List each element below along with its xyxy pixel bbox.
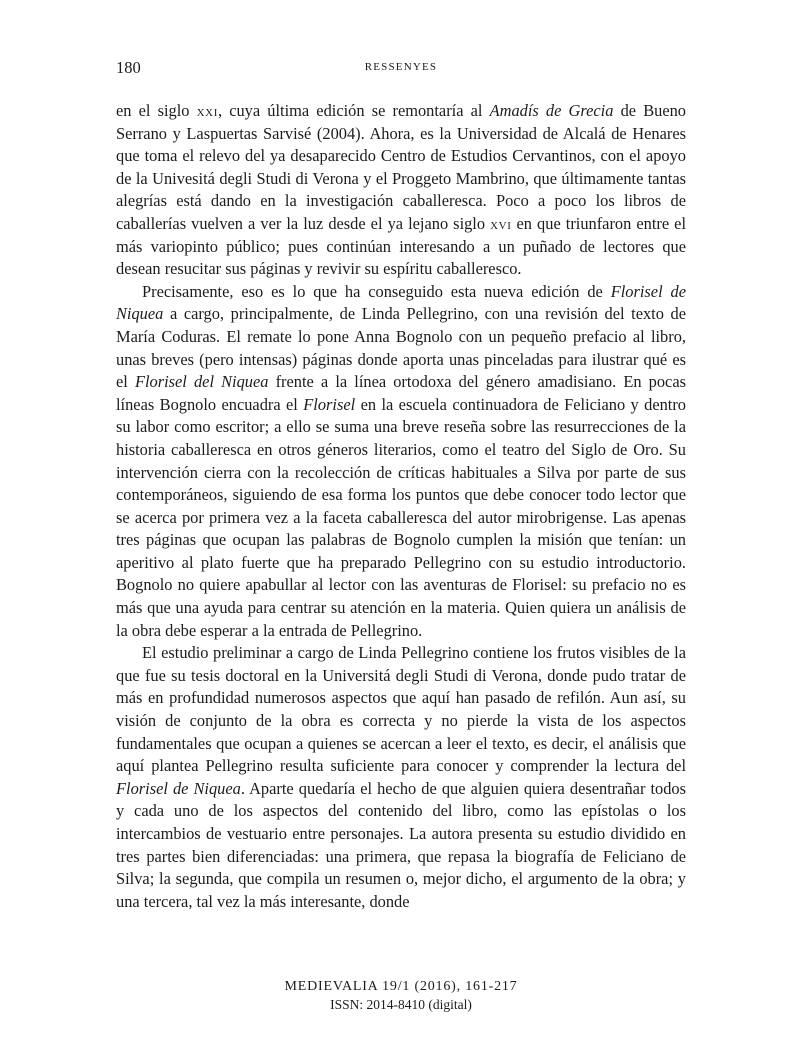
text-run: Precisamente, eso es lo que ha conseguido esta nueva edición de bbox=[142, 281, 611, 301]
text-run: . Aparte quedaría el hecho de que alguien quiera desentrañar todos y cada uno de los aspectos del contenido del libro, como las epístolas o los intercambios de vestuario entre personajes. La autora presenta su estudio dividido en tres partes bien diferenciadas: una primera, que repasa la biografía de Feliciano de Silva; la segunda, que compila un resumen o, mejor dicho, el argumento de la obra; y una tercera, tal vez la más interesante, donde bbox=[116, 778, 686, 911]
text-run: de Bueno Serrano y Laspuertas Sarvisé (2004). Ahora, es la Universidad de Alcalá de Henares que toma el relevo del ya desaparecido Centro de Estudios Cervantinos, con el apoyo de la Univesitá degli Studi di Verona y el Proggeto Mambrino, que últimamente tantas alegrías está dando en la investigación caballeresca. Poco a poco los libros de caballerías vuelven a ver la luz desde el ya lejano siglo bbox=[116, 101, 686, 233]
page-header bbox=[116, 58, 686, 80]
article-body bbox=[116, 100, 686, 913]
text-run: frente a la línea ortodoxa del género amadisiano. En pocas líneas Bognolo encuadra el bbox=[116, 372, 686, 414]
text-run: en el siglo bbox=[116, 101, 197, 120]
italic-title: Florisel de Niquea bbox=[116, 281, 686, 324]
journal-citation: MEDIEVALIA 19/1 (2016), 161-217 bbox=[284, 979, 518, 994]
page-number: 180 bbox=[116, 58, 141, 77]
italic-title: Amadís de Grecia bbox=[489, 101, 614, 120]
text-run: , cuya última edición se remontaría al bbox=[217, 101, 490, 120]
text-run: en la escuela continuadora de Feliciano y dentro su labor como escritor; a ello se suma una breve reseña sobre las resurrecciones de la historia caballeresca en otros géneros literarios, como el teatro del Siglo de Oro. Su intervención cierra con la recolección de críticas habituales a Silva por parte de sus contemporáneos, siguiendo de esa forma los puntos que debe conocer todo lector que se acerca por primera vez a la faceta caballeresca del autor mirobrigense. Las apenas tres páginas que ocupan las palabras de Bognolo cumplen la misión que tenían: un aperitivo al plato fuerte que ha preparado Pellegrino con su estudio introductorio. Bognolo no quiere apabullar al lector con las aventuras de Florisel: su prefacio no es más que una ayuda para centrar su atención en la materia. Quien quiera un análisis de la obra debe esperar a la entrada de Pellegrino. bbox=[116, 394, 687, 640]
running-head: RESSENYES bbox=[364, 61, 438, 73]
italic-title: Florisel bbox=[303, 394, 356, 414]
body-paragraph bbox=[116, 642, 686, 913]
italic-title: Florisel de Niquea bbox=[116, 778, 241, 798]
text-run: a cargo, principalmente, de Linda Pellegrino, con una revisión del texto de María Coduras. El remate lo pone Anna Bognolo con un pequeño prefacio al libro, unas breves (pero intensas) páginas donde aporta unas pinceladas para ilustrar qué es el bbox=[116, 304, 686, 392]
text-run: en que triunfaron entre el más variopinto público; pues continúan interesando a un puñado de lectores que desean resucitar sus páginas y revivir su espíritu caballeresco. bbox=[116, 213, 686, 279]
small-caps-numeral: xxi bbox=[196, 101, 218, 120]
small-caps-numeral: xvi bbox=[490, 213, 512, 233]
italic-title: Florisel del Niquea bbox=[134, 372, 269, 392]
body-paragraph bbox=[116, 281, 686, 643]
issn-line: ISSN: 2014-8410 (digital) bbox=[330, 997, 472, 1012]
text-run: El estudio preliminar a cargo de Linda Pellegrino contiene los frutos visibles de la que fue su tesis doctoral en la Universitá degli Studi di Verona, donde pudo tratar de más en profundidad numerosos aspectos que aquí han pasado de refilón. Aun así, su visión de conjunto de la obra es correcta y no pierde la vista de los aspectos fundamentales que ocupan a quienes se acercan a leer el texto, es decir, el análisis que aquí plantea Pellegrino resulta suficiente para conocer y comprender la lectura del bbox=[116, 643, 686, 776]
page-footer bbox=[116, 978, 686, 1014]
body-paragraph bbox=[116, 100, 686, 281]
